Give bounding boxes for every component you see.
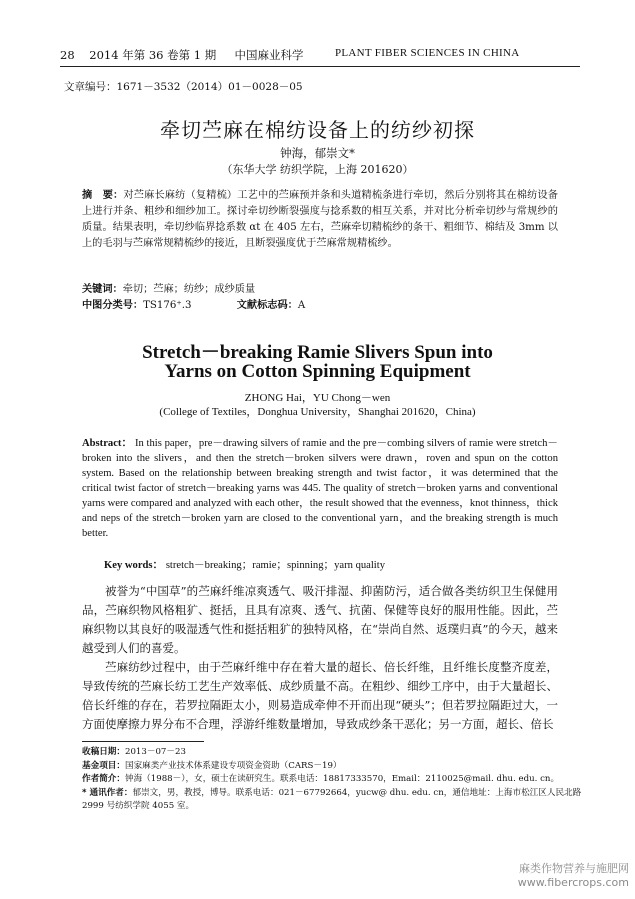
footnote-fund xyxy=(82,760,562,774)
title-en-line2: Yarns on Cotton Spinning Equipment xyxy=(164,361,471,382)
doc-code-label: 文献标志码： xyxy=(236,300,298,311)
issue-info: 2014 年第 36 卷第 1 期 xyxy=(89,48,217,62)
body-paragraph-2: 苎麻纺纱过程中，由于苎麻纤维中存在着大量的超长、倍长纤维，且纤维长度整齐度差，导致传统的苎麻长纺工艺生产效率低、成纱质量不高。在粗纱、细纱工序中，由于大量超长、倍长纤维的存在，若罗拉隔距太小，则易造成牵伸不开而出现“硬头”；但若罗拉隔距过大，一方面使摩擦力界分布不合理，浮游纤维数量增加，导致成纱条干恶化；另一方面，超长、倍长 xyxy=(82,660,558,731)
watermark-line2: www.fibercrops.com xyxy=(517,876,629,889)
affiliation-en: (College of Textiles，Donghua University，Shanghai 201620，China) xyxy=(159,406,476,418)
received-date: 2013－07－23 xyxy=(124,747,186,757)
clc-value: TS176⁺.3 xyxy=(143,300,192,311)
abstract-en xyxy=(82,436,558,541)
abstract-cn-label: 摘 要： xyxy=(82,190,124,201)
abstract-cn-text: 对苎麻长麻纺（复精梳）工艺中的苎麻预并条和头道精梳条进行牵切，然后分别将其在棉纺设备上进行并条、粗纱和细纱加工。探讨牵切纱断裂强度与捻系数的相互关系，并对比分析牵切纱与常规纱的质量。结果表明，牵切纱临界捻系数 αt 在 405 左右，苎麻牵切精梳纱的条干、粗细节、棉结及 3mm 以上的毛羽与苎麻常规精梳纱的接近，且断裂强度优于苎麻常规精梳纱。 xyxy=(82,190,558,249)
article-number: 文章编号：1671－3532（2014）01－0028－05 xyxy=(64,81,303,93)
footnote-corresponding xyxy=(82,787,582,801)
body-paragraph-1: 被誉为“中国草”的苎麻纤维凉爽透气、吸汗排湿、抑菌防污，适合做各类纺织卫生保健用品，苎麻织物风格粗犷、挺括，且具有凉爽、透气、抗菌、保健等良好的服用性能。因此，苎麻织物以其良好的吸湿透气性和挺括粗犷的独特风格，在“崇尚自然、返璞归真”的今天，越来越受到人们的喜爱。 xyxy=(82,584,558,655)
authors-en: ZHONG Hai，YU Chong－wen xyxy=(244,392,391,404)
keywords-en-text: stretch－breaking；ramie；spinning；yarn quality xyxy=(165,560,385,571)
footnote-rule xyxy=(82,741,204,742)
journal-name-cn: 中国麻业科学 xyxy=(234,48,304,62)
keywords-cn xyxy=(82,280,255,295)
authors-cn: 钟海，郁崇文* xyxy=(280,146,355,160)
body-text xyxy=(82,582,558,734)
keywords-cn-label: 关键词： xyxy=(82,284,123,295)
fund-text: 国家麻类产业技术体系建设专项资金资助（CARS－19） xyxy=(124,760,342,771)
page-number: 28 xyxy=(60,48,75,62)
footnote-author xyxy=(82,773,562,787)
clc-label: 中图分类号： xyxy=(82,300,144,311)
classification xyxy=(82,296,305,311)
footnotes xyxy=(82,746,582,814)
abstract-en-label: Abstract： xyxy=(82,438,133,449)
keywords-cn-text: 牵切；苎麻；纺纱；成纱质量 xyxy=(122,284,256,295)
title-cn: 牵切苎麻在棉纺设备上的纺纱初探 xyxy=(160,118,475,142)
footnote-received xyxy=(82,746,562,760)
abstract-en-text: In this paper，pre－drawing silvers of ramie and the pre－combing silvers of ramie were stretch－broken into the slivers，and then the stretch－broken silvers were drawn，roven and spun on the cotton system. Based on the relationship between breaking strength and twist factor，it was determined that the critical twist factor of stretch－breaking yarns was 445. The quality of stretch－broken yarns and conventional yarns were compared and analyzed with each other，the result showed that the evenness，knot thinness，thick and neps of the stretch－broken yarn are closed to the conventional yarn，and the breaking strength is much better. xyxy=(82,438,558,539)
title-en-line1: Stretch－breaking Ramie Slivers Spun into xyxy=(142,342,493,363)
journal-name-en: PLANT FIBER SCIENCES IN CHINA xyxy=(335,47,520,59)
footnote-corresponding-cont: 2999 号纺织学院 4055 室。 xyxy=(82,801,195,811)
watermark xyxy=(518,862,629,890)
corresponding-text: 郁崇文，男，教授，博导。联系电话：021－67792664，yucw@ dhu. edu. cn，通信地址：上海市松江区人民北路 xyxy=(132,787,582,798)
keywords-en xyxy=(104,557,385,572)
abstract-cn xyxy=(82,188,558,252)
corresponding-label: * 通讯作者： xyxy=(82,787,133,798)
received-label: 收稿日期： xyxy=(82,747,125,757)
keywords-en-label: Key words： xyxy=(104,560,164,571)
author-bio-label: 作者简介： xyxy=(82,774,125,784)
running-header xyxy=(60,47,580,63)
fund-label: 基金项目： xyxy=(82,760,125,771)
header-rule xyxy=(60,66,580,67)
doc-code-value: A xyxy=(297,300,306,311)
author-bio-text: 钟海（1988－），女，硕士在读研究生。联系电话：18817333570，Email：2110025@mail. dhu. edu. cn。 xyxy=(124,774,560,784)
affiliation-cn: （东华大学 纺织学院，上海 201620） xyxy=(221,163,414,176)
watermark-line1: 麻类作物营养与施肥网 xyxy=(519,862,629,875)
